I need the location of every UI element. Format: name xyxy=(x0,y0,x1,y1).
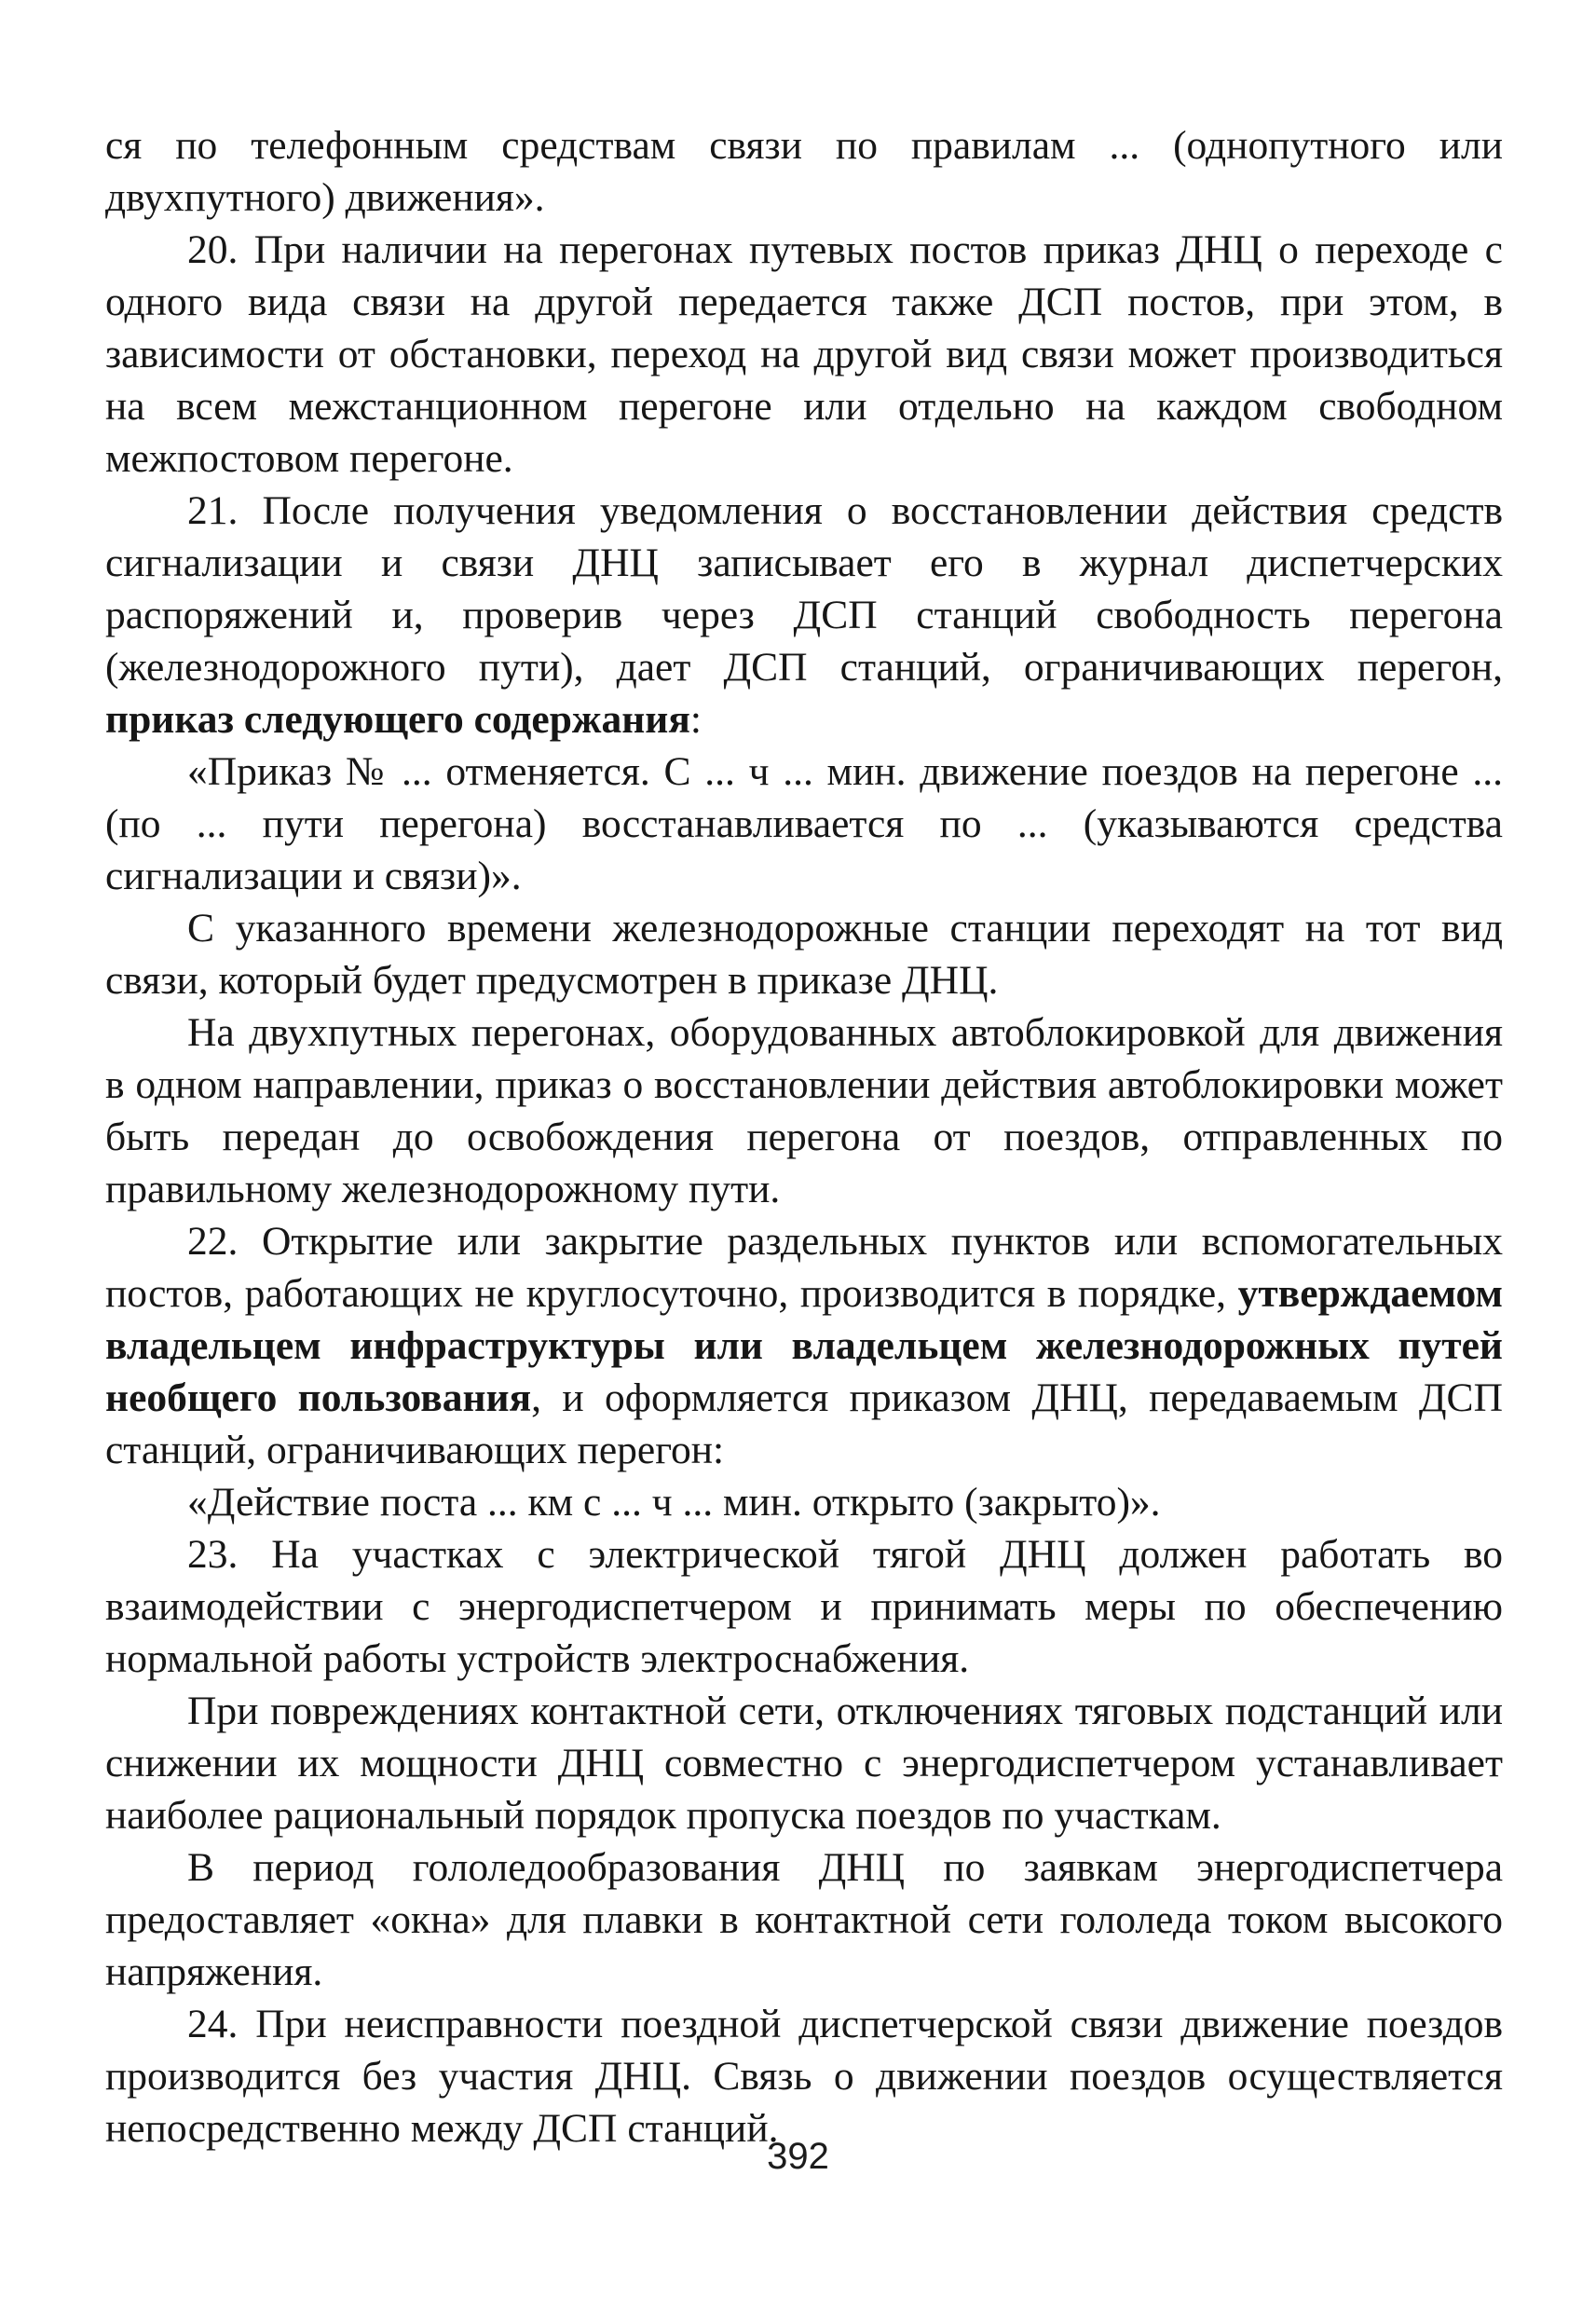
paragraph-note-23a xyxy=(105,1685,1503,1841)
paragraph-text: «Приказ № ... отменяется. С ... ч ... мин. движение поездов на перегоне ... (по ... пути перегона) восстанавливается по ... (указываются средства сигнализации и связи)». xyxy=(105,749,1503,898)
paragraph-text: , и оформляется приказом ДНЦ, передаваемым ДСП станций, ограничивающих перегон: xyxy=(105,1375,1503,1472)
paragraph-item-23 xyxy=(105,1528,1503,1685)
paragraph-text: «Действие поста ... км с ... ч ... мин. открыто (закрыто)». xyxy=(187,1480,1161,1525)
paragraph-note-23b xyxy=(105,1841,1503,1998)
paragraph-item-20 xyxy=(105,224,1503,485)
paragraph-text: 22. Открытие или закрытие раздельных пунктов или вспомогательных постов, работающих не круглосуточно, производится в порядке, xyxy=(105,1219,1503,1316)
paragraph-text: С указанного времени железнодорожные станции переходят на тот вид связи, который будет предусмотрен в приказе ДНЦ. xyxy=(105,906,1503,1003)
bold-text: утверждаемом владельцем инфраструктуры или владельцем железнодорожных путей необщего пользования xyxy=(105,1271,1503,1420)
paragraph-text: 21. После получения уведомления о восстановлении действия средств сигнализации и связи ДНЦ записывает его в журнал диспетчерских распоряжений и, проверив через ДСП станций свободность перегона (железнодорожного пути), дает ДСП станций, ограничивающих перегон, xyxy=(105,488,1503,690)
paragraph-text: 23. На участках с электрической тягой ДНЦ должен работать во взаимодействии с энергодиспетчером и принимать меры по обеспечению нормальной работы устройств электроснабжения. xyxy=(105,1532,1503,1681)
paragraph-cont xyxy=(105,119,1503,224)
paragraph-item-22 xyxy=(105,1215,1503,1476)
paragraph-text: На двухпутных перегонах, оборудованных автоблокировкой для движения в одном направлении, приказ о восстановлении действия автоблокировки может быть передан до освобождения перегона от поездов, отправленных по правильному железнодорожному пути. xyxy=(105,1010,1503,1211)
paragraph-text: : xyxy=(689,697,702,742)
paragraph-item-24 xyxy=(105,1998,1503,2155)
paragraph-item-21 xyxy=(105,485,1503,746)
page-number: 392 xyxy=(767,2136,829,2177)
paragraph-text: 20. При наличии на перегонах путевых постов приказ ДНЦ о переходе с одного вида связи на другой передается также ДСП постов, при этом, в зависимости от обстановки, переход на другой вид связи может производиться на всем межстанционном перегоне или отдельно на каждом свободном межпостовом перегоне. xyxy=(105,227,1503,481)
paragraph-text: В период гололедообразования ДНЦ по заявкам энергодиспетчера предоставляет «окна» для плавки в контактной сети гололеда током высокого напряжения. xyxy=(105,1845,1503,1994)
paragraph-order-22 xyxy=(105,1476,1503,1528)
paragraph-order-21 xyxy=(105,746,1503,902)
paragraph-text: 24. При неисправности поездной диспетчерской связи движение поездов производится без участия ДНЦ. Связь о движении поездов осуществляется непосредственно между ДСП станций. xyxy=(105,2002,1503,2151)
paragraph-text: ся по телефонным средствам связи по правилам ... (однопутного или двухпутного) движения». xyxy=(105,123,1503,220)
page-body xyxy=(105,119,1503,2155)
bold-text: приказ следующего содержания xyxy=(105,697,690,742)
paragraph-text: При повреждениях контактной сети, отключениях тяговых подстанций или снижении их мощности ДНЦ совместно с энергодиспетчером устанавливает наиболее рациональный порядок пропуска поездов по участкам. xyxy=(105,1689,1503,1838)
paragraph-note-21b xyxy=(105,1006,1503,1215)
paragraph-note-21a xyxy=(105,902,1503,1006)
